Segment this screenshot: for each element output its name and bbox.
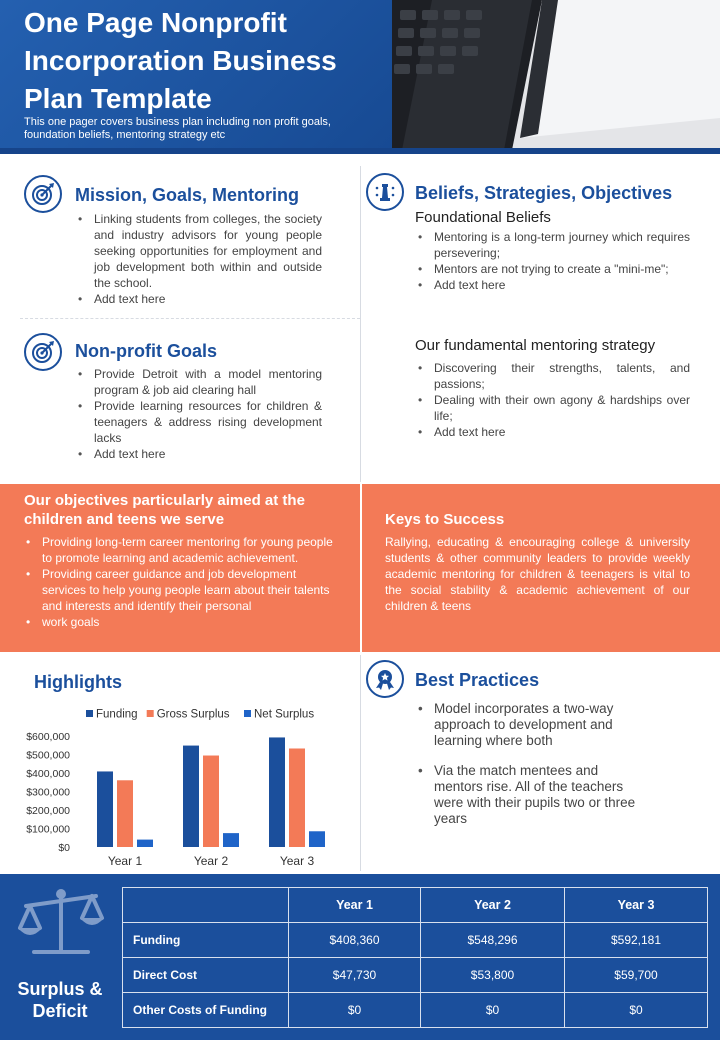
table-row-label: Direct Cost: [123, 958, 289, 993]
target-icon: [24, 175, 62, 213]
y-tick-label: $500,000: [26, 749, 70, 762]
table-row-label: Other Costs of Funding: [123, 993, 289, 1028]
table-cell: $53,800: [421, 958, 565, 993]
list-item: • Mentoring is a long-term journey which requires persevering;: [416, 229, 690, 261]
best-practices-bullets: [415, 701, 640, 841]
x-tick-label: Year 1: [107, 854, 143, 868]
list-item: • Providing career guidance and job development services to help young people learn about their talents and interests and identify their personal: [24, 566, 334, 614]
foundational-beliefs-bullets: [416, 229, 690, 293]
x-tick-label: Year 3: [279, 854, 315, 868]
mission-title: Mission, Goals, Mentoring: [75, 185, 300, 205]
table-header-cell: Year 3: [565, 888, 708, 923]
legend-label: Gross Surplus: [156, 708, 230, 721]
table-cell: $0: [565, 993, 708, 1028]
bar: [223, 833, 239, 847]
page-title: One Page Nonprofit Incorporation Business Plan Template: [24, 7, 337, 114]
header-banner: [0, 0, 720, 150]
table-cell: $592,181: [565, 923, 708, 958]
legend-label: Net Surplus: [254, 708, 315, 721]
laptop-illustration: [392, 0, 720, 150]
list-item: • Linking students from colleges, the society and industry advisors for young people seeking opportunities for employment and job development both within and outside the school.: [76, 211, 322, 291]
x-tick-label: Year 2: [193, 854, 229, 868]
highlights-title: Highlights: [34, 672, 122, 692]
dartboard-icon: [24, 333, 62, 371]
list-item: • Discovering their strengths, talents, and passions;: [416, 360, 690, 392]
table-header-row: [123, 888, 708, 923]
table-header-cell: Year 2: [421, 888, 565, 923]
y-tick-label: $100,000: [26, 823, 70, 836]
y-tick-label: $200,000: [26, 805, 70, 817]
list-item: • Provide Detroit with a model mentoring program & job aid clearing hall: [76, 366, 322, 398]
legend-swatch: [244, 710, 251, 717]
mentoring-strategy-title: Our fundamental mentoring strategy: [415, 337, 656, 354]
table-row: [123, 958, 708, 993]
beliefs-title: Beliefs, Strategies, Objectives: [415, 183, 673, 203]
legend-swatch: [86, 710, 93, 717]
bar: [137, 840, 153, 847]
objectives-bullets: [24, 534, 334, 630]
table-cell: $0: [289, 993, 421, 1028]
award-ribbon-icon: [366, 660, 404, 698]
bar: [289, 748, 305, 847]
chess-strategy-icon: [366, 173, 404, 211]
nonprofit-bullets: [76, 366, 322, 462]
bar: [203, 756, 219, 847]
legend-swatch: [147, 710, 154, 717]
objectives-band-divider: [360, 484, 362, 652]
nonprofit-title: Non-profit Goals: [75, 341, 217, 361]
table-cell: $548,296: [421, 923, 565, 958]
surplus-deficit-label: Surplus & Deficit: [17, 979, 103, 1021]
table-row-label: Funding: [123, 923, 289, 958]
highlights-bar-chart: [20, 700, 350, 872]
column-divider-top: [360, 166, 361, 482]
bar: [309, 831, 325, 847]
list-item: • Model incorporates a two-way approach to development and learning where both: [415, 701, 640, 749]
list-item: • Add text here: [416, 277, 690, 293]
list-item: • Add text here: [416, 424, 690, 440]
list-item: • Via the match mentees and mentors rise. All of the teachers were with their pupils two or three years: [415, 763, 640, 827]
objectives-title: Our objectives particularly aimed at the children and teens we serve: [24, 492, 305, 528]
mentoring-strategy-bullets: [416, 360, 690, 440]
foundational-beliefs-title: Foundational Beliefs: [415, 209, 551, 226]
list-item: • Provide learning resources for children & teenagers & address rising development lacks: [76, 398, 322, 446]
table-header-cell: Year 1: [289, 888, 421, 923]
surplus-deficit-table: [122, 887, 708, 1028]
section-divider: [20, 318, 360, 319]
legend-label: Funding: [96, 708, 138, 721]
keys-text: Rallying, educating & encouraging college & university students & other community leaders to provide weekly academic mentoring for children & teenagers is vital to the social stability & academic achievement of our children & teens: [385, 535, 690, 613]
list-item: • Add text here: [76, 291, 322, 307]
page-subtitle: This one pager covers business plan including non profit goals, foundation beliefs, mentoring strategy etc: [24, 116, 331, 141]
table-cell: $47,730: [289, 958, 421, 993]
bar: [117, 780, 133, 847]
table-cell: $408,360: [289, 923, 421, 958]
header-accent-strip: [0, 148, 720, 154]
best-practices-title: Best Practices: [415, 670, 540, 690]
table-cell: $0: [421, 993, 565, 1028]
y-tick-label: $400,000: [26, 768, 70, 780]
mission-bullets: [76, 211, 322, 307]
list-item: • work goals: [24, 614, 334, 630]
y-tick-label: $600,000: [26, 731, 70, 743]
list-item: • Add text here: [76, 446, 322, 462]
bar: [269, 737, 285, 847]
bar: [183, 746, 199, 847]
table-header-cell: [123, 888, 289, 923]
laptop-photo: [392, 0, 720, 150]
table-cell: $59,700: [565, 958, 708, 993]
bar: [97, 771, 113, 847]
list-item: • Providing long-term career mentoring for young people to promote learning and academic achievement.: [24, 534, 334, 566]
table-row: [123, 923, 708, 958]
keys-title: Keys to Success: [385, 511, 505, 528]
list-item: • Mentors are not trying to create a "mini-me";: [416, 261, 690, 277]
list-item: • Dealing with their own agony & hardships over life;: [416, 392, 690, 424]
column-divider-bottom: [360, 655, 361, 871]
balance-scale-icon: [16, 882, 106, 958]
y-tick-label: $0: [58, 842, 70, 854]
y-tick-label: $300,000: [26, 786, 70, 799]
table-row: [123, 993, 708, 1028]
